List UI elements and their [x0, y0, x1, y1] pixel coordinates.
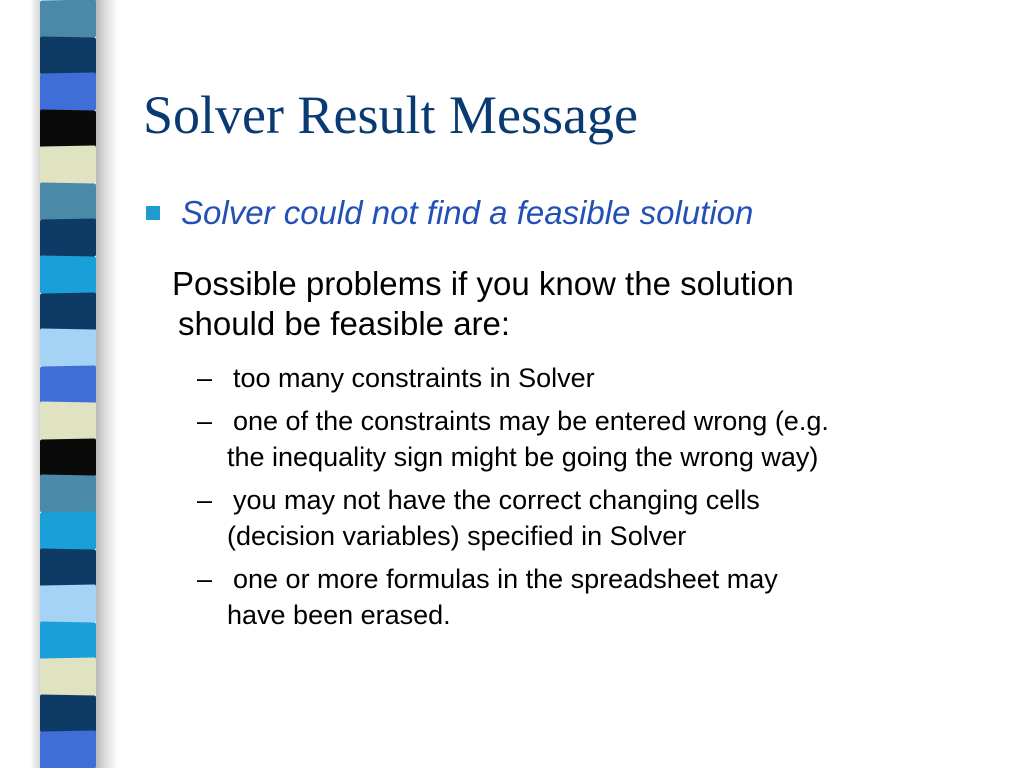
strip-left-shadow	[30, 0, 40, 768]
strip-band	[40, 402, 96, 441]
strip-band	[40, 73, 96, 112]
list-item	[197, 360, 1007, 396]
strip-band	[40, 658, 96, 697]
strip-band	[40, 548, 96, 587]
paragraph-line: Possible problems if you know the solution	[172, 265, 794, 302]
list-item	[197, 482, 1007, 554]
strip-band	[40, 255, 96, 294]
strip-band	[40, 109, 96, 148]
dash-bullet-icon: –	[197, 564, 213, 594]
strip-band	[40, 511, 96, 550]
dash-bullet-icon: –	[197, 363, 213, 393]
strip-band	[40, 292, 96, 331]
strip-band	[40, 365, 96, 404]
strip-band	[40, 0, 96, 38]
strip-band	[40, 329, 96, 368]
list-item-text: too many constraints in Solver	[233, 363, 595, 393]
strip-band	[40, 146, 96, 185]
strip-band	[40, 694, 96, 733]
paragraph-line: should be feasible are:	[178, 305, 511, 342]
slide-title: Solver Result Message	[143, 85, 638, 145]
list-item-text: you may not have the correct changing cells	[233, 485, 760, 515]
list-item-text: one or more formulas in the spreadsheet may	[233, 564, 778, 594]
list-item-text: one of the constraints may be entered wrong (e.g.	[233, 406, 829, 436]
strip-band	[40, 438, 96, 477]
problem-list	[197, 360, 1007, 640]
strip-band	[40, 182, 96, 221]
list-item-text: (decision variables) specified in Solver	[227, 521, 687, 551]
strip-band	[40, 475, 96, 514]
body-paragraph	[172, 264, 962, 344]
strip-band	[40, 731, 96, 768]
strip-band	[40, 36, 96, 75]
strip-band	[40, 585, 96, 624]
strip-band	[40, 621, 96, 660]
strip-band	[40, 219, 96, 258]
square-bullet-icon	[146, 206, 160, 220]
list-item	[197, 403, 1007, 475]
decorative-side-strip	[0, 0, 118, 768]
main-bullet	[146, 194, 753, 232]
list-item	[197, 561, 1007, 633]
dash-bullet-icon: –	[197, 485, 213, 515]
strip-shadow	[96, 0, 118, 768]
list-item-text: the inequality sign might be going the wrong way)	[227, 442, 819, 472]
main-bullet-text: Solver could not find a feasible solution	[181, 194, 754, 231]
list-item-text: have been erased.	[227, 600, 451, 630]
dash-bullet-icon: –	[197, 406, 213, 436]
